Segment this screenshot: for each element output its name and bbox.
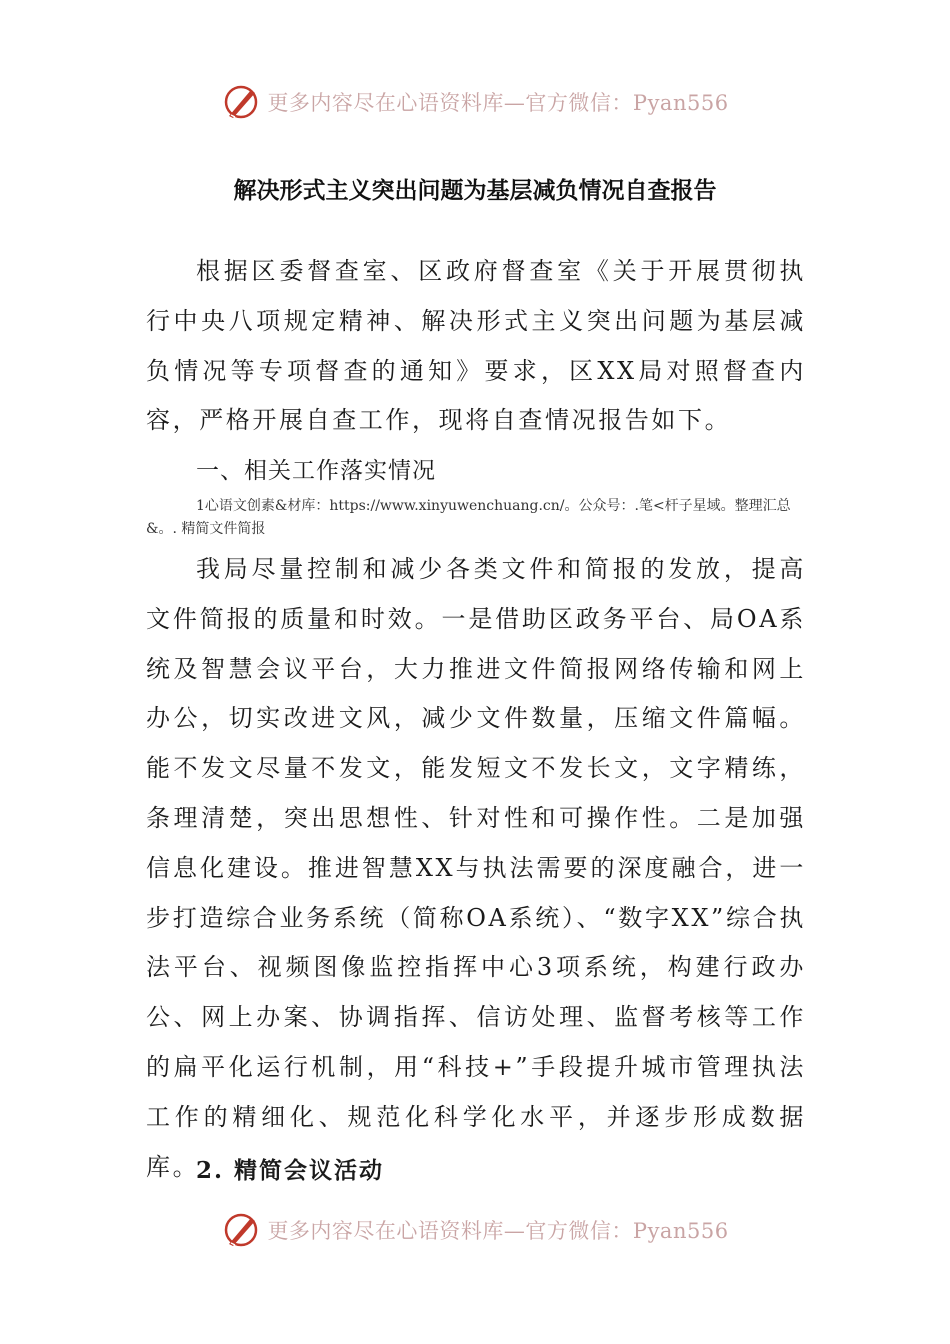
pen-logo-icon (221, 82, 261, 122)
subheading-2: 2. 精简会议活动 (196, 1157, 385, 1184)
section-heading-1: 一、相关工作落实情况 (196, 458, 436, 484)
footer-banner (0, 1206, 950, 1254)
header-banner (0, 78, 950, 126)
intro-paragraph: 根据区委督查室、区政府督查室《关于开展贯彻执行中央八项规定精神、解决形式主义突出问题为基层减负情况等专项督查的通知》要求，区XX局对照督查内容，严格开展自查工作，现将自查情况报告如下。 (146, 257, 806, 435)
document-title: 解决形式主义突出问题为基层减负情况自查报告 (233, 178, 717, 204)
pen-logo-icon (221, 1210, 261, 1250)
banner-text: 更多内容尽在心语资料库—官方微信：Pyan556 (267, 1219, 729, 1243)
inline-note: 1心语文创素&材库：https://www.xinyuwenchuang.cn/。公众号：.笔<杆子星域。整理汇总&。. 精简文件简报 (146, 498, 791, 537)
banner-text: 更多内容尽在心语资料库—官方微信：Pyan556 (267, 91, 729, 115)
body-paragraph: 我局尽量控制和减少各类文件和简报的发放，提高文件简报的质量和时效。一是借助区政务平台、局OA系统及智慧会议平台，大力推进文件简报网络传输和网上办公，切实改进文风，减少文件数量，压缩文件篇幅。能不发文尽量不发文，能发短文不发长文，文字精练，条理清楚，突出思想性、针对性和可操作性。二是加强信息化建设。推进智慧XX与执法需要的深度融合，进一步打造综合业务系统（简称OA系统）、“数字XX”综合执法平台、视频图像监控指挥中心3项系统，构建行政办公、网上办案、协调指挥、信访处理、监督考核等工作的扁平化运行机制，用“科技+”手段提升城市管理执法工作的精细化、规范化科学化水平，并逐步形成数据库。 (146, 555, 806, 1181)
